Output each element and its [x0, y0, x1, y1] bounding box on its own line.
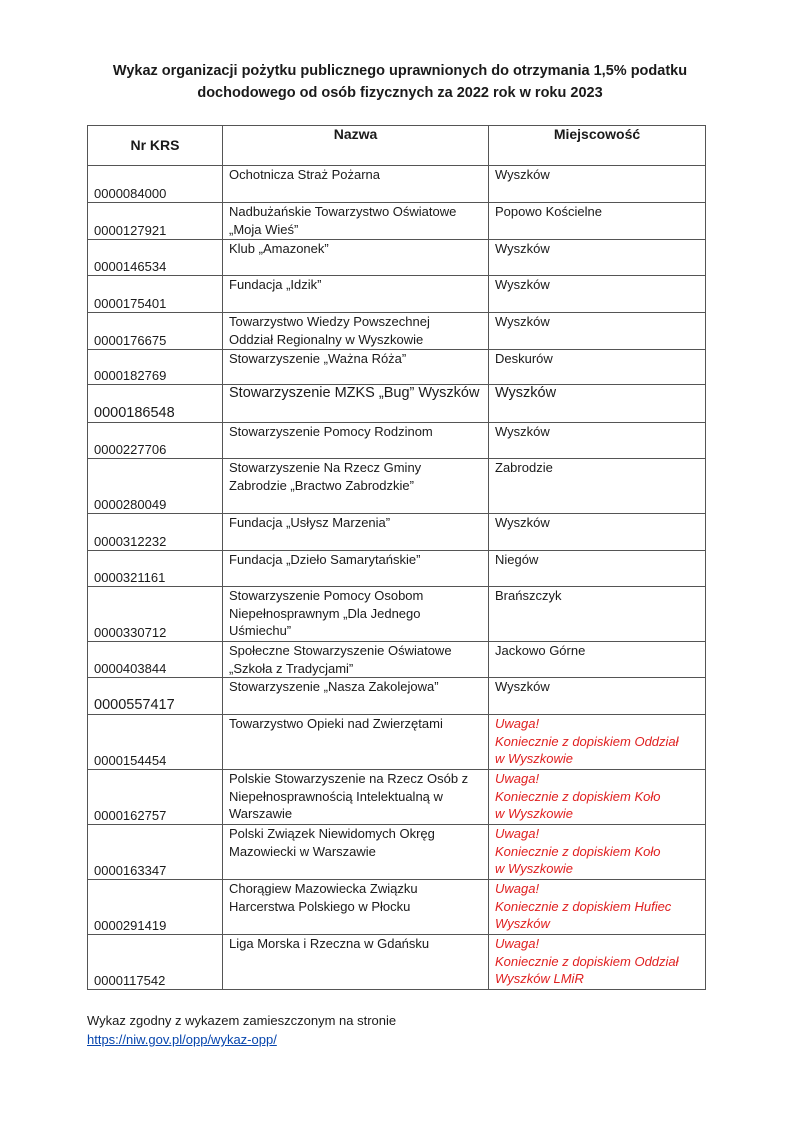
cell-nazwa-line: Stowarzyszenie Pomocy Osobom: [229, 588, 424, 603]
table-row: [88, 459, 706, 514]
cell-nazwa-line: „Szkoła z Tradycjami”: [229, 660, 354, 676]
footer-text: Wykaz zgodny z wykazem zamieszczonym na stronie: [87, 1013, 397, 1028]
table-row: [88, 514, 706, 551]
table-row: [88, 166, 706, 203]
cell-nazwa-line: „Moja Wieś”: [229, 221, 299, 237]
cell-nazwa-line: Stowarzyszenie „Ważna Róża”: [229, 351, 407, 366]
table-row: [88, 880, 706, 935]
cell-nr-krs: 0000154454: [88, 715, 223, 770]
cell-miejscowosc-line: Wyszków: [495, 679, 550, 694]
cell-miejscowosc-line: Niegów: [495, 552, 539, 567]
table-row: [88, 423, 706, 459]
cell-miejscowosc-warning: [489, 880, 706, 935]
cell-nazwa-line: Fundacja „Usłysz Marzenia”: [229, 515, 391, 530]
cell-miejscowosc-line: Wyszków: [495, 167, 550, 182]
cell-nazwa: [223, 551, 489, 587]
cell-nazwa-line: Fundacja „Dzieło Samarytańskie”: [229, 552, 421, 567]
cell-nr-krs: 0000312232: [88, 514, 223, 551]
cell-miejscowosc-line: Uwaga!: [495, 771, 540, 786]
header-miejscowosc: Miejscowość: [489, 126, 706, 166]
cell-miejscowosc-line: Koniecznie z dopiskiem Oddział: [495, 733, 679, 749]
cell-nr-krs: 0000162757: [88, 770, 223, 825]
cell-nr-krs: 0000321161: [88, 551, 223, 587]
cell-nazwa: [223, 313, 489, 350]
cell-nazwa: [223, 423, 489, 459]
cell-miejscowosc-line: Wyszków: [495, 515, 550, 530]
cell-nazwa: [223, 935, 489, 990]
cell-miejscowosc: [489, 642, 706, 678]
cell-nr-krs: 0000163347: [88, 825, 223, 880]
cell-miejscowosc-line: Deskurów: [495, 351, 553, 366]
cell-nazwa-line: Nadbużańskie Towarzystwo Oświatowe: [229, 204, 457, 219]
cell-nazwa-line: Stowarzyszenie „Nasza Zakolejowa”: [229, 679, 439, 694]
cell-miejscowosc-line: Wyszków: [495, 385, 557, 401]
cell-miejscowosc-line: Wyszków LMiR: [495, 971, 584, 986]
cell-miejscowosc-warning: [489, 770, 706, 825]
table-row: [88, 276, 706, 313]
cell-miejscowosc-line: Koniecznie z dopiskiem Oddział: [495, 953, 679, 969]
footer-link[interactable]: https://niw.gov.pl/opp/wykaz-opp/: [87, 1032, 277, 1047]
cell-nazwa: [223, 770, 489, 825]
cell-miejscowosc-line: Uwaga!: [495, 936, 540, 951]
cell-miejscowosc-warning: [489, 935, 706, 990]
cell-miejscowosc: [489, 551, 706, 587]
cell-nazwa-line: Uśmiechu”: [229, 623, 292, 638]
cell-miejscowosc-warning: [489, 825, 706, 880]
table-row: [88, 642, 706, 678]
table-row: [88, 935, 706, 990]
cell-miejscowosc-line: Wyszków: [495, 314, 550, 329]
cell-nazwa: [223, 240, 489, 276]
cell-nazwa: [223, 642, 489, 678]
cell-miejscowosc-line: w Wyszkowie: [495, 751, 574, 766]
cell-nr-krs: 0000084000: [88, 166, 223, 203]
cell-miejscowosc-line: Uwaga!: [495, 881, 540, 896]
cell-nazwa-line: Stowarzyszenie Pomocy Rodzinom: [229, 424, 433, 439]
cell-nr-krs: 0000227706: [88, 423, 223, 459]
table-row: [88, 203, 706, 240]
table-row: [88, 313, 706, 350]
cell-miejscowosc: [489, 459, 706, 514]
footer: [87, 1011, 396, 1049]
cell-nr-krs: 0000146534: [88, 240, 223, 276]
cell-nazwa-line: Niepełnosprawnością Intelektualną w: [229, 788, 443, 804]
header-nr-krs: Nr KRS: [88, 126, 223, 166]
cell-nazwa-line: Liga Morska i Rzeczna w Gdańsku: [229, 936, 430, 951]
cell-nazwa: [223, 276, 489, 313]
cell-nazwa-line: Społeczne Stowarzyszenie Oświatowe: [229, 643, 452, 658]
table-row: [88, 240, 706, 276]
cell-nazwa-line: Fundacja „Idzik”: [229, 277, 322, 292]
cell-nazwa: [223, 514, 489, 551]
cell-nr-krs: 0000127921: [88, 203, 223, 240]
cell-miejscowosc: [489, 166, 706, 203]
cell-miejscowosc-line: Koniecznie z dopiskiem Hufiec: [495, 898, 672, 914]
cell-nazwa-line: Polskie Stowarzyszenie na Rzecz Osób z: [229, 771, 469, 786]
cell-nazwa: [223, 678, 489, 715]
cell-nazwa-line: Zabrodzie „Bractwo Zabrodzkie”: [229, 477, 414, 493]
cell-nazwa: [223, 825, 489, 880]
cell-nazwa-line: Klub „Amazonek”: [229, 241, 329, 256]
cell-miejscowosc-warning: [489, 715, 706, 770]
cell-miejscowosc-line: Uwaga!: [495, 716, 540, 731]
cell-nazwa-line: Chorągiew Mazowiecka Związku: [229, 881, 418, 896]
cell-miejscowosc-line: Koniecznie z dopiskiem Koło: [495, 788, 661, 804]
cell-nazwa: [223, 459, 489, 514]
cell-nr-krs: 0000175401: [88, 276, 223, 313]
cell-nazwa: [223, 880, 489, 935]
cell-miejscowosc: [489, 678, 706, 715]
cell-nazwa-line: Niepełnosprawnym „Dla Jednego: [229, 605, 421, 621]
cell-miejscowosc-line: w Wyszkowie: [495, 806, 574, 821]
cell-nazwa-line: Towarzystwo Wiedzy Powszechnej: [229, 314, 430, 329]
table-row: [88, 385, 706, 423]
cell-nazwa: [223, 350, 489, 385]
cell-nazwa-line: Polski Związek Niewidomych Okręg: [229, 826, 435, 841]
cell-nazwa-line: Ochotnicza Straż Pożarna: [229, 167, 381, 182]
table-row: [88, 825, 706, 880]
cell-miejscowosc-line: Brańszczyk: [495, 588, 562, 603]
cell-nazwa-line: Warszawie: [229, 806, 293, 821]
table-header-row: [88, 126, 706, 166]
cell-nr-krs: 0000186548: [88, 385, 223, 423]
cell-nr-krs: 0000280049: [88, 459, 223, 514]
cell-miejscowosc-line: Wyszków: [495, 277, 550, 292]
cell-miejscowosc-line: Wyszków: [495, 424, 550, 439]
cell-miejscowosc: [489, 587, 706, 642]
cell-miejscowosc-line: Wyszków: [495, 916, 550, 931]
cell-miejscowosc: [489, 385, 706, 423]
cell-nr-krs: 0000557417: [88, 678, 223, 715]
document-title: [90, 60, 710, 104]
table-row: [88, 770, 706, 825]
cell-nr-krs: 0000182769: [88, 350, 223, 385]
cell-nazwa-line: Harcerstwa Polskiego w Płocku: [229, 898, 411, 914]
cell-nazwa-line: Mazowiecki w Warszawie: [229, 843, 376, 859]
cell-miejscowosc: [489, 514, 706, 551]
cell-miejscowosc-line: w Wyszkowie: [495, 861, 574, 876]
cell-nazwa-line: Stowarzyszenie MZKS „Bug” Wyszków: [229, 385, 480, 401]
cell-miejscowosc: [489, 276, 706, 313]
title-line-2: dochodowego od osób fizycznych za 2022 rok w roku 2023: [197, 85, 603, 101]
krs-table: [87, 125, 706, 990]
title-line-1: Wykaz organizacji pożytku publicznego uprawnionych do otrzymania 1,5% podatku: [112, 63, 688, 79]
cell-miejscowosc: [489, 203, 706, 240]
cell-miejscowosc-line: Koniecznie z dopiskiem Koło: [495, 843, 661, 859]
cell-miejscowosc-line: Uwaga!: [495, 826, 540, 841]
cell-nazwa: [223, 203, 489, 240]
cell-nazwa: [223, 166, 489, 203]
cell-nazwa: [223, 385, 489, 423]
cell-nazwa-line: Oddział Regionalny w Wyszkowie: [229, 331, 424, 347]
table-row: [88, 678, 706, 715]
cell-miejscowosc-line: Wyszków: [495, 241, 550, 256]
cell-miejscowosc-line: Zabrodzie: [495, 460, 553, 475]
table-row: [88, 715, 706, 770]
table-row: [88, 551, 706, 587]
cell-nazwa-line: Stowarzyszenie Na Rzecz Gminy: [229, 460, 422, 475]
cell-nr-krs: 0000176675: [88, 313, 223, 350]
table-row: [88, 587, 706, 642]
cell-miejscowosc: [489, 350, 706, 385]
table-row: [88, 350, 706, 385]
header-nazwa: Nazwa: [223, 126, 489, 166]
cell-miejscowosc: [489, 240, 706, 276]
cell-miejscowosc-line: Jackowo Górne: [495, 643, 586, 658]
cell-miejscowosc-line: Popowo Kościelne: [495, 204, 602, 219]
cell-nr-krs: 0000330712: [88, 587, 223, 642]
cell-nr-krs: 0000291419: [88, 880, 223, 935]
cell-nazwa: [223, 715, 489, 770]
cell-nazwa: [223, 587, 489, 642]
cell-nr-krs: 0000117542: [88, 935, 223, 990]
cell-miejscowosc: [489, 423, 706, 459]
cell-nr-krs: 0000403844: [88, 642, 223, 678]
cell-nazwa-line: Towarzystwo Opieki nad Zwierzętami: [229, 716, 443, 731]
cell-miejscowosc: [489, 313, 706, 350]
